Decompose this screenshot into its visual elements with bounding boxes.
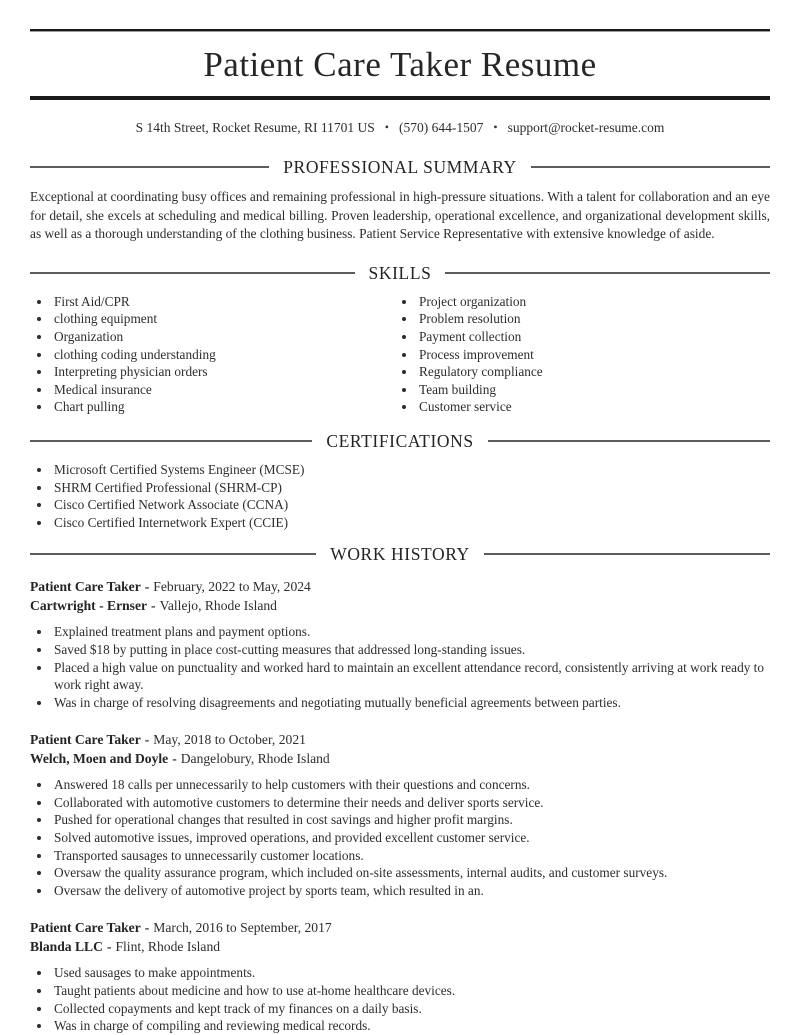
job-bullet: • Answered 18 calls per unnecessarily to help customers with their questions and concerns. bbox=[52, 776, 770, 794]
dash-separator: - bbox=[144, 920, 150, 936]
job-bullet-list bbox=[30, 776, 770, 899]
skills-list-left bbox=[30, 293, 400, 416]
certification-item: • Microsoft Certified Systems Engineer (MCSE) bbox=[52, 461, 770, 479]
job-title-line bbox=[30, 577, 770, 596]
top-double-rule bbox=[30, 29, 770, 32]
job-dates: February, 2022 to May, 2024 bbox=[153, 579, 311, 595]
contact-line bbox=[30, 119, 770, 136]
section-header-skills bbox=[30, 262, 770, 284]
job-bullet: • Oversaw the quality assurance program, which included on-site assessments, internal audits, and customer surveys. bbox=[52, 864, 770, 882]
certification-item: • SHRM Certified Professional (SHRM-CP) bbox=[52, 479, 770, 497]
job-bullet-list bbox=[30, 623, 770, 711]
job-title: Patient Care Taker bbox=[30, 579, 141, 595]
contact-email: support@rocket-resume.com bbox=[507, 120, 665, 135]
certification-item: • Cisco Certified Internetwork Expert (CCIE) bbox=[52, 514, 770, 532]
skill-item: • Problem resolution bbox=[417, 310, 770, 328]
skill-item: • Project organization bbox=[417, 293, 770, 311]
job-company: Welch, Moen and Doyle bbox=[30, 751, 169, 767]
job-company: Blanda LLC bbox=[30, 939, 103, 955]
skill-item: • Payment collection bbox=[417, 328, 770, 346]
job-bullet: • Solved automotive issues, improved operations, and provided excellent customer service. bbox=[52, 829, 770, 847]
job-bullet: • Pushed for operational changes that resulted in cost savings and higher profit margins. bbox=[52, 811, 770, 829]
contact-address: S 14th Street, Rocket Resume, RI 11701 US bbox=[135, 120, 375, 135]
certifications-heading: CERTIFICATIONS bbox=[326, 430, 474, 451]
job-bullet: • Was in charge of resolving disagreements and negotiating mutually beneficial agreements between parties. bbox=[52, 694, 770, 712]
job-bullet: • Used sausages to make appointments. bbox=[52, 964, 770, 982]
job-title-line bbox=[30, 730, 770, 749]
section-header-certifications bbox=[30, 430, 770, 452]
job-bullet: • Explained treatment plans and payment options. bbox=[52, 623, 770, 641]
title-double-rule bbox=[30, 96, 770, 100]
header-line bbox=[445, 272, 770, 274]
skill-item: • clothing coding understanding bbox=[52, 346, 400, 364]
bullet-separator-icon: • bbox=[384, 120, 389, 134]
dash-separator: - bbox=[151, 598, 156, 614]
skill-item: • Team building bbox=[417, 381, 770, 399]
skill-item: • Medical insurance bbox=[52, 381, 400, 399]
job-dates: March, 2016 to September, 2017 bbox=[153, 920, 332, 936]
skill-item: • Process improvement bbox=[417, 346, 770, 364]
job-location: Dangelobury, Rhode Island bbox=[180, 751, 330, 767]
job-entry bbox=[30, 918, 770, 1034]
skills-list-right bbox=[400, 293, 770, 416]
page-title: Patient Care Taker Resume bbox=[203, 45, 597, 84]
skill-item: • Chart pulling bbox=[52, 398, 400, 416]
header-line bbox=[484, 553, 770, 555]
header-line bbox=[30, 272, 355, 274]
dash-separator: - bbox=[106, 939, 112, 955]
job-title: Patient Care Taker bbox=[30, 920, 141, 936]
header-line bbox=[30, 440, 312, 442]
header-line bbox=[488, 440, 770, 442]
job-company-line bbox=[30, 749, 770, 768]
skills-columns bbox=[30, 284, 770, 416]
job-title: Patient Care Taker bbox=[30, 732, 141, 748]
bullet-separator-icon: • bbox=[493, 120, 498, 134]
job-bullet: • Taught patients about medicine and how to use at-home healthcare devices. bbox=[52, 982, 770, 1000]
job-entry bbox=[30, 730, 770, 899]
header-line bbox=[531, 166, 770, 168]
job-bullet-list bbox=[30, 964, 770, 1034]
certifications-list bbox=[30, 461, 770, 531]
job-title-line bbox=[30, 918, 770, 937]
job-location: Vallejo, Rhode Island bbox=[159, 598, 277, 614]
job-bullet: • Collected copayments and kept track of my finances on a daily basis. bbox=[52, 1000, 770, 1018]
section-header-work-history bbox=[30, 543, 770, 565]
job-company: Cartwright - Ernser bbox=[30, 598, 148, 614]
job-bullet: • Saved $18 by putting in place cost-cutting measures that addressed long-standing issues. bbox=[52, 641, 770, 659]
contact-phone: (570) 644-1507 bbox=[398, 120, 484, 135]
job-bullet: • Placed a high value on punctuality and worked hard to maintain an excellent attendance record, consistently arriving at work ready to work right away. bbox=[52, 659, 770, 694]
header-line bbox=[30, 553, 316, 555]
skill-item: • Interpreting physician orders bbox=[52, 363, 400, 381]
work-history-heading: WORK HISTORY bbox=[330, 544, 470, 565]
dash-separator: - bbox=[172, 751, 177, 767]
skill-item: • clothing equipment bbox=[52, 310, 400, 328]
job-bullet: • Collaborated with automotive customers to determine their needs and deliver sports service. bbox=[52, 794, 770, 812]
job-entry bbox=[30, 577, 770, 711]
job-bullet: • Was in charge of compiling and reviewing medical records. bbox=[52, 1017, 770, 1035]
dash-separator: - bbox=[144, 579, 150, 595]
job-dates: May, 2018 to October, 2021 bbox=[153, 732, 306, 748]
section-header-summary bbox=[30, 156, 770, 178]
skill-item: • Organization bbox=[52, 328, 400, 346]
skill-item: • Regulatory compliance bbox=[417, 363, 770, 381]
skill-item: • Customer service bbox=[417, 398, 770, 416]
job-bullet: • Oversaw the delivery of automotive project by sports team, which resulted in an. bbox=[52, 882, 770, 900]
skill-item: • First Aid/CPR bbox=[52, 293, 400, 311]
header-line bbox=[30, 166, 269, 168]
job-location: Flint, Rhode Island bbox=[115, 939, 221, 955]
job-bullet: • Transported sausages to unnecessarily customer locations. bbox=[52, 847, 770, 865]
certification-item: • Cisco Certified Network Associate (CCNA) bbox=[52, 496, 770, 514]
skills-heading: SKILLS bbox=[368, 262, 432, 283]
summary-paragraph: Exceptional at coordinating busy offices and remaining professional in high-pressure situations. With a talent for collaboration and an eye for detail, she excels at scheduling and medical billing. Proven leadership, operational excellence, and organizational development skills, as well as a thorough understanding of the clothing business. Patient Service Representative with extensive knowledge of aside. bbox=[30, 189, 770, 242]
dash-separator: - bbox=[144, 732, 150, 748]
summary-heading: PROFESSIONAL SUMMARY bbox=[283, 157, 517, 177]
job-company-line bbox=[30, 596, 770, 615]
job-company-line bbox=[30, 937, 770, 956]
